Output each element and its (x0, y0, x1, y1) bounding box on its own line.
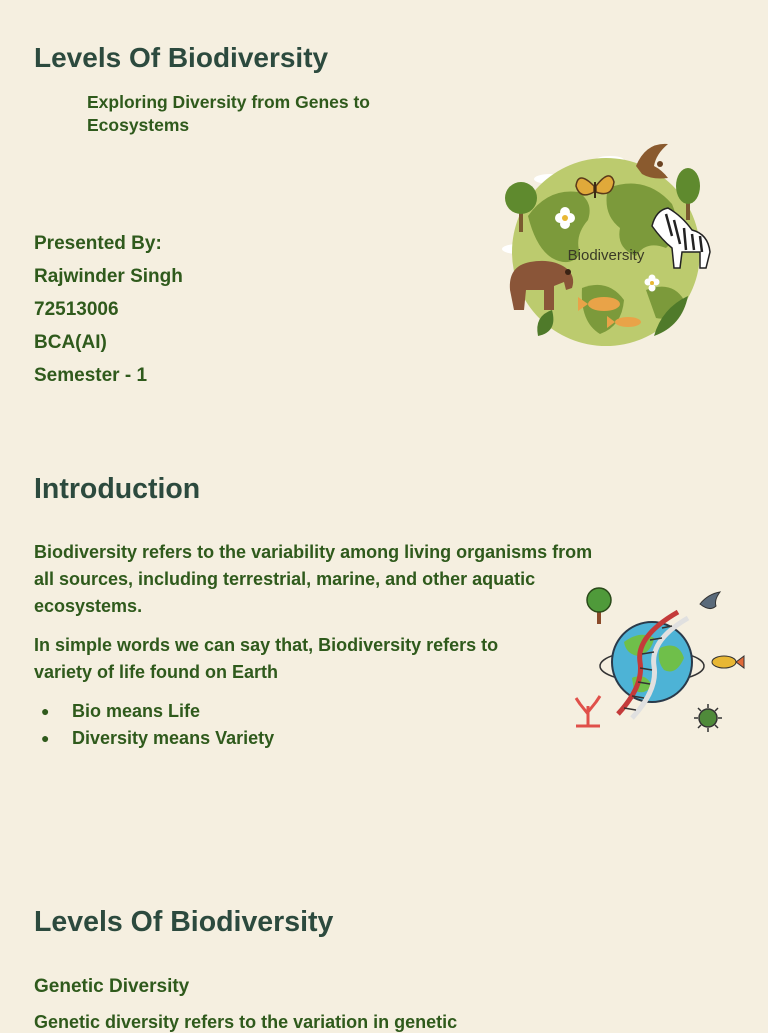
levels-heading: Levels Of Biodiversity (34, 906, 334, 938)
list-item (34, 725, 274, 752)
presenter-course: BCA(AI) (34, 332, 107, 353)
tree-icon (505, 182, 537, 214)
presenter-details (34, 230, 183, 395)
biodiversity-globe-illustration (496, 140, 722, 355)
page-subtitle: Exploring Diversity from Genes to Ecosystems (87, 92, 370, 135)
coral-icon (576, 696, 600, 726)
introduction-heading: Introduction (34, 473, 201, 505)
presenter-label: Presented By: (34, 233, 162, 254)
list-item-text: Diversity means Variety (72, 728, 275, 748)
earth-dna-illustration (566, 582, 750, 738)
list-item (34, 698, 274, 725)
bird-icon (700, 592, 720, 609)
bullet-icon: ● (41, 730, 50, 746)
illustration-label: Biodiversity (567, 247, 645, 264)
introduction-paragraph-2: In simple words we can say that, Biodiversity refers to variety of life found on Earth (34, 635, 499, 682)
fish-icon (712, 656, 744, 668)
introduction-bullet-list (34, 698, 274, 752)
bullet-icon: ● (41, 703, 50, 719)
genetic-diversity-text: Genetic diversity refers to the variation in genetic (34, 1012, 458, 1032)
presenter-name: Rajwinder Singh (34, 266, 183, 287)
tree-icon (587, 588, 611, 624)
presenter-semester: Semester - 1 (34, 365, 148, 386)
presenter-roll-number: 72513006 (34, 299, 119, 320)
introduction-paragraph-1: Biodiversity refers to the variability among living organisms from all sources, including terrestrial, marine, and other aquatic ecosystems. (34, 542, 593, 616)
tree-icon (676, 168, 700, 204)
list-item-text: Bio means Life (72, 701, 201, 721)
virus-icon (694, 704, 722, 732)
genetic-diversity-heading: Genetic Diversity (34, 976, 190, 997)
page-title: Levels Of Biodiversity (34, 42, 329, 73)
